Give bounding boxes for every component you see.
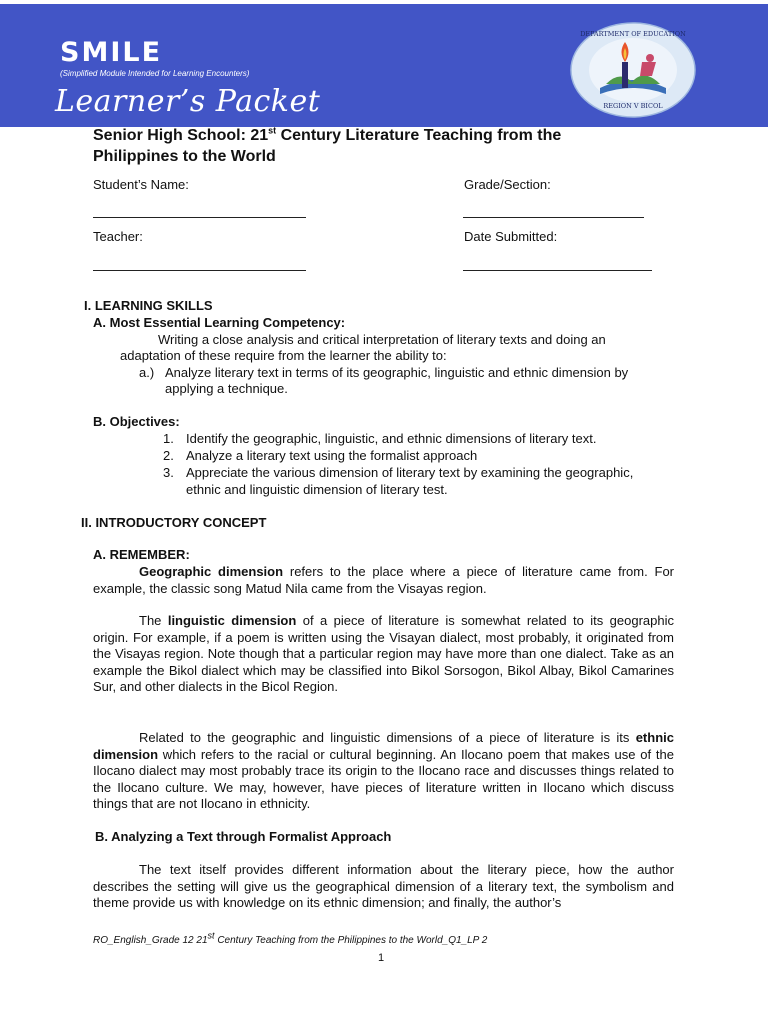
page-title-line1: Senior High School: 21st Century Literature Teaching from the [93,125,562,144]
objectives-heading: B. Objectives: [93,414,180,429]
deped-seal-icon [570,22,696,118]
remember-heading: A. REMEMBER: [93,547,190,562]
competency-item-line2: applying a technique. [165,381,288,396]
objective-num: 1. [163,431,174,446]
grade-section-label: Grade/Section: [464,177,551,192]
objective-num: 3. [163,465,174,480]
brand-logo-text: SMILE [60,37,163,68]
page-title-line2: Philippines to the World [93,148,276,165]
section1-heading: I. LEARNING SKILLS [84,298,213,313]
paragraph-geographic: Geographic dimension refers to the place where a piece of literature came from. For example, the classic song Matud Nila came from the Visayas region. [93,564,674,596]
brand-subtitle: (Simplified Module Intended for Learning Encounters) [60,69,250,78]
competency-item-line1: Analyze literary text in terms of its geographic, linguistic and ethnic dimension by [165,365,629,380]
seal-department-text: DEPARTMENT OF EDUCATION [580,30,686,38]
paragraph-linguistic: The linguistic dimension of a piece of literature is somewhat related to its geographic origin. For example, if a poem is written using the Visayan dialect, most probably, it originated from the Visayas region. Note though that a particular region may have more than one dialect. Take as an example the Bikol dialect which may be classified into Bikol Sorsogon, Bikol Albay, Bikol Camarines Sur, and other dialects in the Bicol Region. [93,613,674,694]
teacher-line[interactable] [93,270,306,271]
paragraph-formalist: The text itself provides different information about the literary piece, how the author describes the setting will give us the geographical dimension of a literary text, the symbolism and theme provide us with knowledge on its ethnic dimension; and finally, the author’s [93,862,674,910]
footer-text: RO_English_Grade 12 21st Century Teaching from the Philippines to the World_Q1_LP 2 [93,930,488,946]
objective-text: Identify the geographic, linguistic, and ethnic dimensions of literary text. [186,431,597,446]
competency-line1: Writing a close analysis and critical interpretation of literary texts and doing an [158,332,606,347]
date-submitted-line[interactable] [463,270,652,271]
student-name-label: Student’s Name: [93,177,189,192]
teacher-label: Teacher: [93,229,143,244]
section2-heading: II. INTRODUCTORY CONCEPT [81,515,267,530]
objective-num: 2. [163,448,174,463]
competency-item-label: a.) [139,365,155,380]
competency-heading: A. Most Essential Learning Competency: [93,315,346,330]
learners-packet-title: Learner’s Packet [55,84,321,119]
seal-region-text: REGION V BICOL [603,102,663,110]
competency-line2: adaptation of these require from the learner the ability to: [120,348,447,363]
student-name-line[interactable] [93,217,306,218]
formalist-heading: B. Analyzing a Text through Formalist Approach [95,829,392,844]
objective-text: Appreciate the various dimension of literary text by examining the geographic, [186,465,634,480]
date-submitted-label: Date Submitted: [464,229,558,244]
objective-text: Analyze a literary text using the formalist approach [186,448,478,463]
objective-text-continued: ethnic and linguistic dimension of literary test. [186,482,448,497]
paragraph-ethnic: Related to the geographic and linguistic dimensions of a piece of literature is its ethnic dimension which refers to the racial or cultural beginning. An Ilocano poem that makes use of the Ilocano dialect may most probably trace its origin to the Ilocano race and discusses things related to the Ilocano culture. We may, however, have pieces of literature written in Ilocano which discuss things that are not Ilocano in ethnicity. [93,730,674,811]
page-number: 1 [378,952,385,964]
grade-section-line[interactable] [463,217,644,218]
